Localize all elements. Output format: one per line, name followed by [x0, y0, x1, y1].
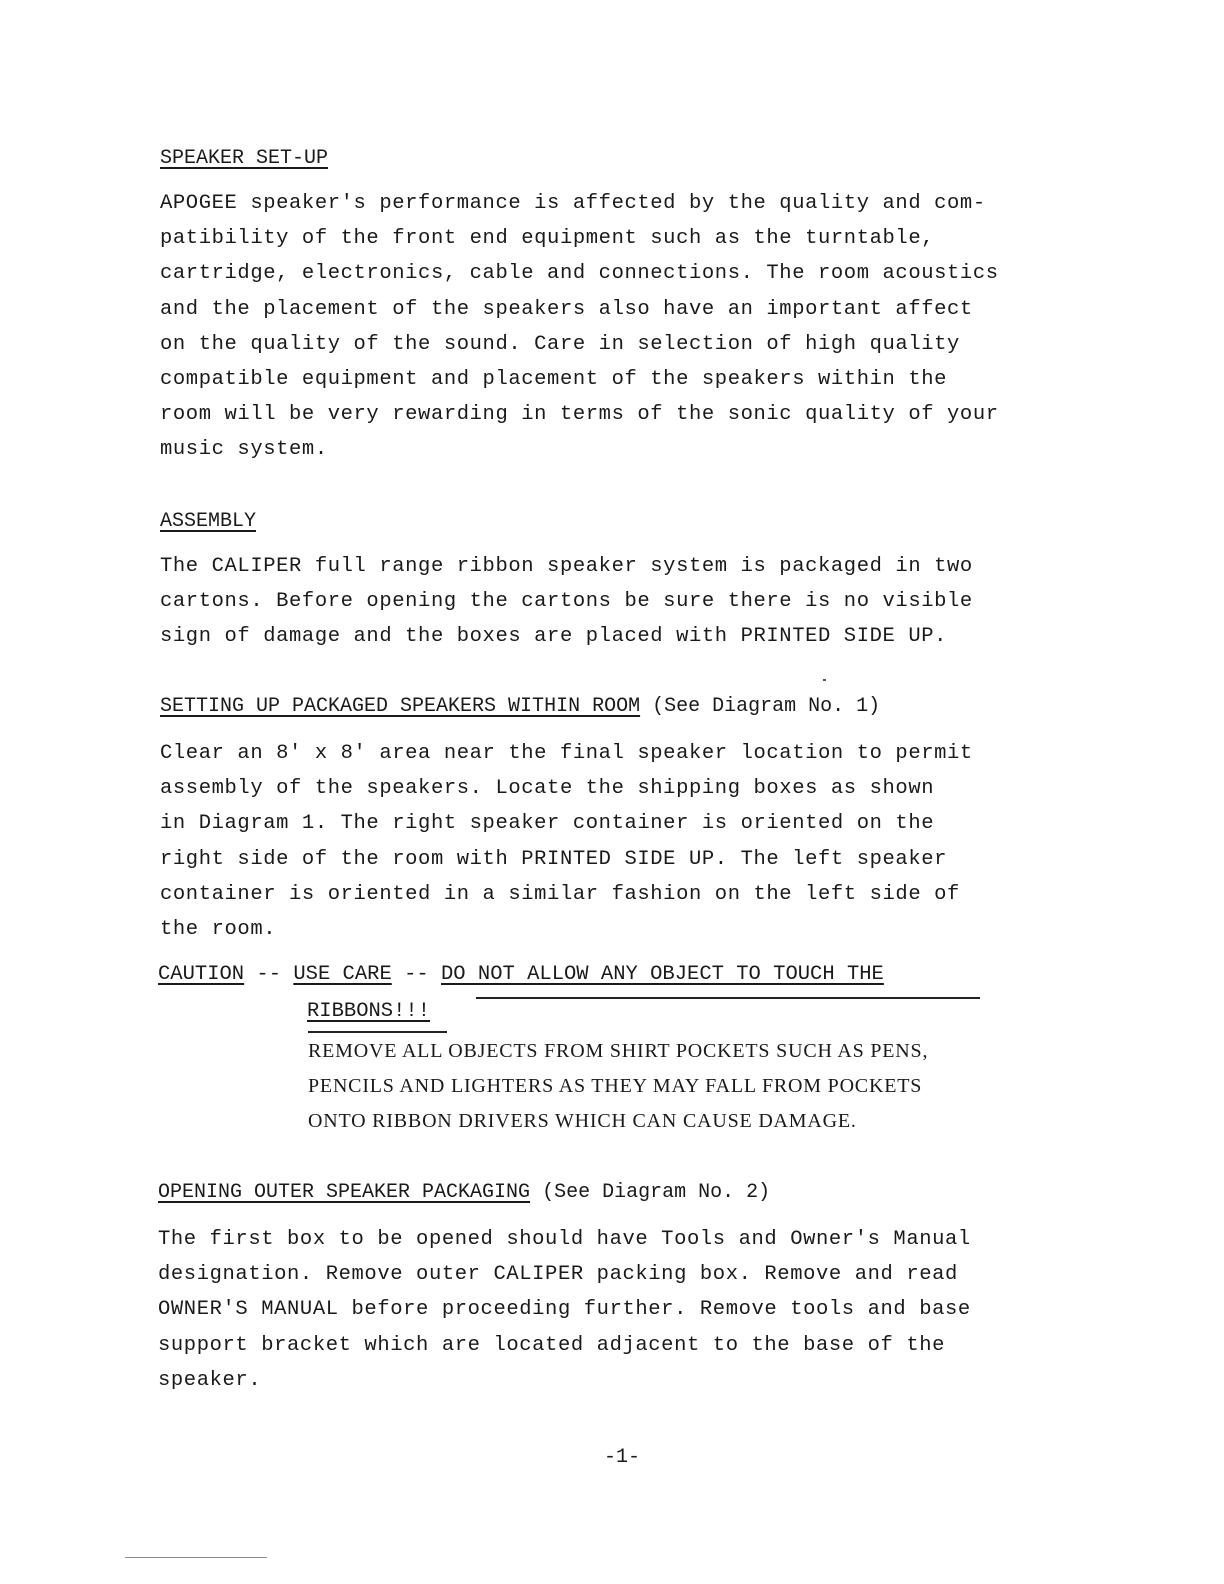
heading-opening-note: (See Diagram No. 2) [530, 1181, 771, 1204]
text-line: OWNER'S MANUAL before proceeding further. Remove tools and base [158, 1298, 971, 1322]
text-line: APOGEE speaker's performance is affected by the quality and com- [160, 192, 986, 215]
text-line: sign of damage and the boxes are placed with PRINTED SIDE UP. [160, 625, 948, 649]
text-line: REMOVE ALL OBJECTS FROM SHIRT POCKETS SUCH AS PENS, [308, 1040, 929, 1062]
text-line: and the placement of the speakers also have an important affect [160, 297, 973, 321]
text-line: support bracket which are located adjacent to the base of the [158, 1333, 946, 1357]
paragraph-speaker-setup [160, 186, 1120, 468]
scan-speck [823, 679, 826, 681]
text-line: PENCILS AND LIGHTERS AS THEY MAY FALL FROM POCKETS [308, 1075, 923, 1097]
text-line: the room. [160, 918, 277, 942]
caution-body [308, 1034, 1068, 1139]
text-line: cartons. Before opening the cartons be sure there is no visible [160, 590, 973, 614]
paragraph-setting-up [160, 736, 1120, 947]
caution-warning-continued: RIBBONS!!! [307, 1000, 431, 1023]
caution-line [158, 963, 884, 987]
caution-ribbons-line [307, 1000, 430, 1024]
text-line: cartridge, electronics, cable and connections. The room acoustics [160, 262, 999, 286]
text-line: compatible equipment and placement of the speakers within the [160, 368, 948, 392]
heading-opening [158, 1181, 770, 1205]
heading-assembly-text: ASSEMBLY [160, 510, 257, 533]
caution-separator: -- [244, 963, 294, 986]
text-line: on the quality of the sound. Care in selection of high quality [160, 332, 960, 356]
text-line: Clear an 8' x 8' area near the final speaker location to permit [160, 742, 973, 765]
heading-setting-up [160, 695, 880, 719]
heading-speaker-setup-text: SPEAKER SET-UP [160, 147, 329, 170]
text-line: right side of the room with PRINTED SIDE UP. The left speaker [160, 847, 948, 871]
footer-rule [125, 1557, 267, 1558]
text-line: designation. Remove outer CALIPER packing box. Remove and read [158, 1263, 958, 1287]
text-line: ONTO RIBBON DRIVERS WHICH CAN CAUSE DAMAGE. [308, 1110, 857, 1132]
text-line: patibility of the front end equipment such as the turntable, [160, 227, 935, 251]
paragraph-assembly [160, 549, 1120, 655]
heading-opening-text: OPENING OUTER SPEAKER PACKAGING [158, 1181, 531, 1204]
page-number: -1- [604, 1446, 641, 1469]
heading-setting-up-note: (See Diagram No. 1) [640, 695, 881, 718]
text-line: assembly of the speakers. Locate the shipping boxes as shown [160, 777, 935, 801]
caution-warning: DO NOT ALLOW ANY OBJECT TO TOUCH THE [440, 963, 884, 986]
text-line: The first box to be opened should have Tools and Owner's Manual [158, 1228, 971, 1251]
text-line: container is oriented in a similar fashion on the left side of [160, 882, 960, 906]
caution-use-care: USE CARE [293, 963, 392, 986]
text-line: room will be very rewarding in terms of the sonic quality of your [160, 403, 999, 427]
caution-ribbons-double-underline [308, 1031, 447, 1033]
text-line: music system. [160, 438, 328, 462]
caution-separator: -- [391, 963, 441, 986]
caution-label: CAUTION [158, 963, 245, 986]
heading-setting-up-text: SETTING UP PACKAGED SPEAKERS WITHIN ROOM [160, 695, 641, 718]
text-line: in Diagram 1. The right speaker container is oriented on the [160, 812, 935, 836]
caution-double-underline [476, 997, 980, 999]
paragraph-opening [158, 1222, 1118, 1398]
heading-speaker-setup [160, 147, 328, 171]
heading-assembly [160, 510, 256, 534]
text-line: speaker. [158, 1368, 262, 1392]
text-line: The CALIPER full range ribbon speaker system is packaged in two [160, 555, 973, 578]
